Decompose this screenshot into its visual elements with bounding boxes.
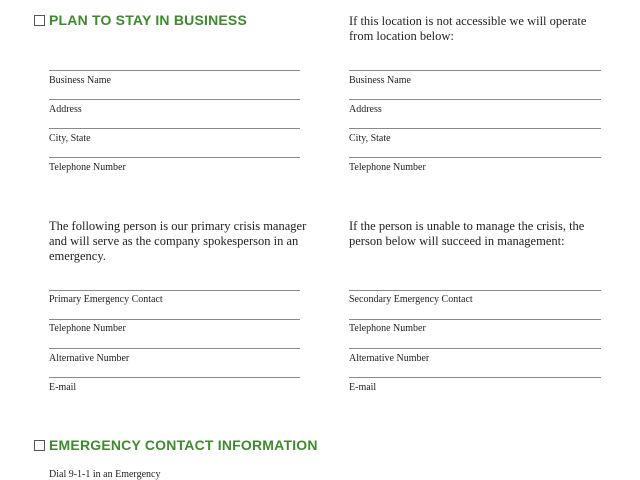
secondary-alternative-line[interactable] [349,348,601,349]
business-name-label: Business Name [49,75,111,86]
alternate-location-intro: If this location is not accessible we will operate from location below: [349,14,587,43]
primary-telephone-line[interactable] [49,319,300,320]
city-state-label: City, State [49,133,91,144]
alt-business-name-label: Business Name [349,75,411,86]
secondary-telephone-line[interactable] [349,319,601,320]
secondary-telephone-label: Telephone Number [349,323,426,334]
section-title-emergency: EMERGENCY CONTACT INFORMATION [49,437,318,453]
address-label: Address [49,104,82,115]
primary-contact-label: Primary Emergency Contact [49,294,163,305]
telephone-label: Telephone Number [49,162,126,173]
section-checkbox-emergency[interactable] [34,440,45,451]
secondary-alternative-label: Alternative Number [349,353,430,364]
primary-email-label: E-mail [49,382,77,393]
address-line[interactable] [49,99,300,100]
secondary-email-label: E-mail [349,382,377,393]
primary-manager-intro: The following person is our primary crisis manager and will serve as the company spokesperson in an emergency. [49,219,307,263]
secondary-manager-intro: If the person is unable to manage the crisis, the person below will succeed in management: [349,219,585,248]
alt-address-line[interactable] [349,99,601,100]
alt-city-state-line[interactable] [349,128,601,129]
primary-alternative-label: Alternative Number [49,353,130,364]
telephone-line[interactable] [49,157,300,158]
city-state-line[interactable] [49,128,300,129]
alt-telephone-label: Telephone Number [349,162,426,173]
alt-telephone-line[interactable] [349,157,601,158]
alt-address-label: Address [349,104,382,115]
secondary-email-line[interactable] [349,377,601,378]
dial-911-text: Dial 9-1-1 in an Emergency [49,469,161,480]
primary-email-line[interactable] [49,377,300,378]
primary-contact-line[interactable] [49,290,300,291]
secondary-contact-line[interactable] [349,290,601,291]
secondary-contact-label: Secondary Emergency Contact [349,294,473,305]
primary-telephone-label: Telephone Number [49,323,126,334]
alt-city-state-label: City, State [349,133,391,144]
section-checkbox-plan[interactable] [34,15,45,26]
business-name-line[interactable] [49,70,300,71]
section-title-plan: PLAN TO STAY IN BUSINESS [49,12,247,28]
alt-business-name-line[interactable] [349,70,601,71]
primary-alternative-line[interactable] [49,348,300,349]
